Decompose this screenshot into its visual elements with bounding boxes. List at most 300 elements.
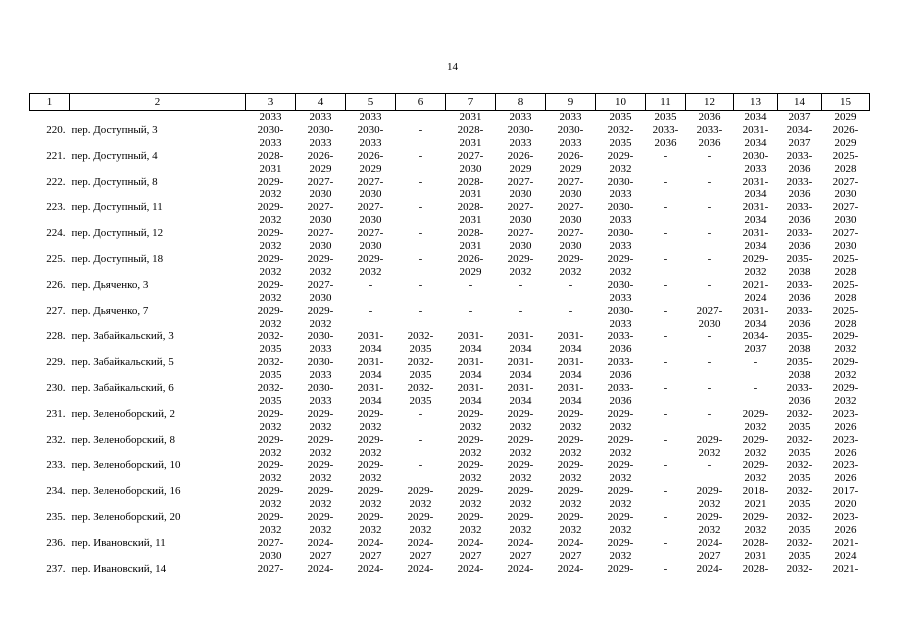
year-range-cell: 2032- 2035 xyxy=(407,356,434,382)
year-range-cell: 2032- xyxy=(786,562,813,575)
table-cell: 2033 xyxy=(559,111,582,123)
year-range-cell: 2031- 2034 xyxy=(507,356,534,382)
column-header: 15 xyxy=(822,94,870,111)
address-cell: пер. Зеленоборский, 2 xyxy=(71,407,176,420)
row-number: 232. xyxy=(46,433,66,446)
table-row xyxy=(30,459,870,485)
year-range-cell: 2026- 2029 xyxy=(357,149,384,175)
year-range-cell: 2027- 2030 xyxy=(457,149,484,175)
year-range-cell: 2029- 2032 xyxy=(696,433,723,459)
year-range-cell: 2026- 2029 xyxy=(457,252,484,278)
address-cell: пер. Забайкальский, 5 xyxy=(71,356,174,369)
year-range-cell: - xyxy=(707,201,712,214)
year-range-cell: - xyxy=(663,536,668,549)
year-range-cell: 2031- 2034 xyxy=(457,382,484,407)
year-range-cell: 2025- 2028 xyxy=(832,149,859,175)
table-row xyxy=(30,150,870,176)
year-range-cell: 2034- 2037 xyxy=(786,123,813,149)
year-range-cell: 2029- 2032 xyxy=(832,356,859,382)
year-range-cell: - xyxy=(418,252,423,265)
year-range-cell: 2029- 2032 xyxy=(557,433,584,459)
year-range-cell: 2029- 2032 xyxy=(357,252,384,278)
year-range-cell: 2027- 2030 xyxy=(257,536,284,562)
year-range-cell: - xyxy=(418,433,423,446)
year-range-cell: 2026- 2029 xyxy=(307,149,334,175)
year-range-cell: 2029- 2032 xyxy=(607,433,634,459)
year-range-cell: 2024- 2027 xyxy=(457,536,484,562)
address-cell: пер. Дьяченко, 3 xyxy=(71,278,149,291)
year-range-cell: 2033- 2036 xyxy=(607,330,634,356)
row-number: 237. xyxy=(46,562,66,575)
row-number: 234. xyxy=(46,485,66,498)
year-range-cell: 2027- 2030 xyxy=(357,175,384,201)
year-range-cell: - xyxy=(707,407,712,420)
row-number: 236. xyxy=(46,536,66,549)
year-range-cell: 2024- xyxy=(557,562,584,575)
year-range-cell: 2033- 2036 xyxy=(786,278,813,304)
table-row xyxy=(30,537,870,563)
year-range-cell: 2030- 2033 xyxy=(742,149,769,175)
address-cell: пер. Зеленоборский, 16 xyxy=(71,485,181,498)
year-range-cell: - xyxy=(707,356,712,369)
year-range-cell: 2025- 2028 xyxy=(832,304,859,330)
year-range-cell: - xyxy=(707,149,712,162)
address-cell: пер. Доступный, 4 xyxy=(71,149,158,162)
year-range-cell: 2023- 2026 xyxy=(832,459,859,485)
year-range-cell: 2032- 2035 xyxy=(407,382,434,407)
table-cell xyxy=(396,111,446,124)
table-cell: 2033 xyxy=(359,111,382,123)
table-row xyxy=(30,176,870,202)
row-number: 231. xyxy=(46,407,66,420)
year-range-cell: 2029- 2032 xyxy=(742,511,769,536)
address-cell: пер. Доступный, 8 xyxy=(71,175,158,188)
year-range-cell: 2024- xyxy=(507,562,534,575)
year-range-cell: 2032- 2035 xyxy=(607,123,634,149)
column-header: 13 xyxy=(734,94,778,111)
address-cell: пер. Ивановский, 11 xyxy=(71,536,166,549)
year-range-cell: - xyxy=(753,356,758,369)
year-range-cell: 2032- 2035 xyxy=(786,433,813,459)
year-range-cell: 2025- 2028 xyxy=(832,278,859,304)
year-range-cell: 2030- 2033 xyxy=(557,123,584,149)
year-range-cell: 2029- 2032 xyxy=(257,511,284,536)
column-header: 6 xyxy=(396,94,446,111)
year-range-cell: 2030- 2033 xyxy=(307,123,334,149)
column-header: 8 xyxy=(496,94,546,111)
table-cell: 2035 xyxy=(654,111,677,123)
table-row xyxy=(30,563,870,576)
year-range-cell: 2032- 2035 xyxy=(257,382,284,407)
year-range-cell: 2029- 2032 xyxy=(557,511,584,536)
year-range-cell: 2029- 2032 xyxy=(696,485,723,511)
year-range-cell: 2029- 2032 xyxy=(257,433,284,459)
table-row xyxy=(30,408,870,434)
year-range-cell: 2029- 2032 xyxy=(832,382,859,407)
address-cell: пер. Доступный, 18 xyxy=(71,252,164,265)
year-range-cell: 2029- 2032 xyxy=(607,252,634,278)
row-number: 229. xyxy=(46,356,66,369)
year-range-cell: 2031- 2034 xyxy=(557,356,584,382)
year-range-cell: 2029- 2032 xyxy=(742,459,769,485)
table-cell: 2037 xyxy=(788,111,811,123)
table-row xyxy=(30,201,870,227)
year-range-cell: 2021- xyxy=(832,562,859,575)
year-range-cell: 2029- 2032 xyxy=(257,201,284,227)
year-range-cell: 2030- 2033 xyxy=(307,382,334,407)
year-range-cell: 2029- 2032 xyxy=(507,511,534,536)
column-header: 4 xyxy=(296,94,346,111)
year-range-cell: - xyxy=(518,304,523,317)
table-cell xyxy=(30,111,70,124)
year-range-cell: 2027- 2030 xyxy=(832,227,859,253)
year-range-cell: - xyxy=(707,278,712,291)
table-row xyxy=(30,124,870,150)
year-range-cell: 2024- 2027 xyxy=(696,536,723,562)
year-range-cell: - xyxy=(418,149,423,162)
year-range-cell: - xyxy=(663,149,668,162)
year-range-cell: 2029- 2032 xyxy=(607,149,634,175)
year-range-cell: 2029- 2032 xyxy=(257,459,284,485)
column-header: 7 xyxy=(446,94,496,111)
table-row-continuation xyxy=(30,111,870,124)
table-row xyxy=(30,305,870,331)
table-cell: 2033 xyxy=(259,111,282,123)
year-range-cell: 2031- 2034 xyxy=(507,330,534,356)
table-row xyxy=(30,485,870,511)
year-range-cell: 2027- 2030 xyxy=(307,278,334,304)
year-range-cell: 2029- 2032 xyxy=(357,511,384,536)
year-range-cell: 2029- 2032 xyxy=(696,511,723,536)
year-range-cell: 2026- 2029 xyxy=(557,149,584,175)
year-range-cell: 2027- 2030 xyxy=(557,201,584,227)
year-range-cell: 2024- xyxy=(407,562,434,575)
year-range-cell: 2028- 2031 xyxy=(742,536,769,562)
year-range-cell: - xyxy=(418,459,423,472)
year-range-cell: - xyxy=(663,433,668,446)
address-cell: пер. Забайкальский, 6 xyxy=(71,382,174,395)
year-range-cell: 2031- 2034 xyxy=(507,382,534,407)
year-range-cell: - xyxy=(663,227,668,240)
row-number: 220. xyxy=(46,123,66,136)
year-range-cell: - xyxy=(418,407,423,420)
year-range-cell: 2024- xyxy=(307,562,334,575)
year-range-cell: 2024- xyxy=(457,562,484,575)
year-range-cell: 2027- 2030 xyxy=(557,227,584,253)
year-range-cell: 2032- 2035 xyxy=(786,511,813,536)
year-range-cell: 2029- 2032 xyxy=(307,459,334,485)
table-cell: 2033 xyxy=(309,111,332,123)
address-cell: пер. Дьяченко, 7 xyxy=(71,304,149,317)
address-cell: пер. Доступный, 12 xyxy=(71,227,164,240)
year-range-cell: 2033- 2036 xyxy=(607,356,634,382)
year-range-cell: 2029- 2032 xyxy=(457,433,484,459)
year-range-cell: 2033- 2036 xyxy=(786,304,813,330)
year-range-cell: - xyxy=(518,278,523,291)
year-range-cell: 2031- 2034 xyxy=(557,382,584,407)
year-range-cell: 2027- 2030 xyxy=(307,201,334,227)
table-cell: 2035 xyxy=(609,111,632,123)
year-range-cell: - xyxy=(663,459,668,472)
year-range-cell: 2021- 2024 xyxy=(742,278,769,304)
year-range-cell: 2029- 2032 xyxy=(307,304,334,330)
year-range-cell: 2029- 2032 xyxy=(742,252,769,278)
year-range-cell: 2029- 2032 xyxy=(307,433,334,459)
year-range-cell: 2029- 2032 xyxy=(607,407,634,433)
year-range-cell: 2032- 2035 xyxy=(257,330,284,356)
year-range-cell: 2029- 2032 xyxy=(832,330,859,356)
year-range-cell: 2035- 2038 xyxy=(786,330,813,356)
year-range-cell: 2033- 2036 xyxy=(786,227,813,253)
row-number: 224. xyxy=(46,227,66,240)
year-range-cell: 2030- 2033 xyxy=(307,356,334,382)
year-range-cell: 2029- 2032 xyxy=(357,433,384,459)
table-header-row xyxy=(30,94,870,111)
table-cell: 2029 xyxy=(834,111,857,123)
year-range-cell: 2032- 2035 xyxy=(407,330,434,356)
year-range-cell: - xyxy=(468,278,473,291)
row-number: 228. xyxy=(46,330,66,343)
year-range-cell: 2029- 2032 xyxy=(457,511,484,536)
table-row xyxy=(30,434,870,460)
year-range-cell: 2029- 2032 xyxy=(607,485,634,511)
year-range-cell: 2024- 2027 xyxy=(507,536,534,562)
column-header: 1 xyxy=(30,94,70,111)
year-range-cell: 2029- 2032 xyxy=(407,485,434,511)
year-range-cell: 2029- 2032 xyxy=(257,278,284,304)
year-range-cell: 2027- xyxy=(257,562,284,575)
column-header: 5 xyxy=(346,94,396,111)
table-cell: 2031 xyxy=(459,111,482,123)
year-range-cell: 2027- 2030 xyxy=(507,227,534,253)
schedule-table xyxy=(29,93,870,576)
year-range-cell: - xyxy=(663,304,668,317)
table-row xyxy=(30,279,870,305)
year-range-cell: 2029- 2032 xyxy=(407,511,434,536)
year-range-cell: 2028- 2031 xyxy=(457,175,484,201)
year-range-cell: 2033- 2036 xyxy=(786,149,813,175)
table-cell: 2034 xyxy=(744,111,767,123)
year-range-cell: 2033- 2036 xyxy=(696,123,723,149)
year-range-cell: - xyxy=(418,123,423,136)
year-range-cell: 2031- 2034 xyxy=(457,356,484,382)
table-row xyxy=(30,356,870,382)
table-row xyxy=(30,511,870,537)
year-range-cell: 2027- 2030 xyxy=(832,175,859,201)
row-number: 221. xyxy=(46,149,66,162)
year-range-cell: - xyxy=(418,304,423,317)
year-range-cell: - xyxy=(663,382,668,395)
year-range-cell: 2027- 2030 xyxy=(507,175,534,201)
year-range-cell: 2031- 2034 xyxy=(742,304,769,330)
column-header: 11 xyxy=(646,94,686,111)
year-range-cell: 2029- 2032 xyxy=(557,485,584,511)
year-range-cell: 2031- 2034 xyxy=(742,123,769,149)
year-range-cell: 2032- 2035 xyxy=(786,407,813,433)
year-range-cell: 2031- 2034 xyxy=(742,175,769,201)
year-range-cell: 2031- 2034 xyxy=(357,382,384,407)
year-range-cell: 2029- 2032 xyxy=(557,459,584,485)
year-range-cell: 2030- 2033 xyxy=(307,330,334,356)
year-range-cell: 2029- 2032 xyxy=(257,407,284,433)
column-header: 9 xyxy=(546,94,596,111)
year-range-cell: 2033- 2036 xyxy=(786,382,813,407)
row-number: 230. xyxy=(46,382,66,395)
year-range-cell: 2029- 2032 xyxy=(457,407,484,433)
year-range-cell: 2024- 2027 xyxy=(357,536,384,562)
year-range-cell: 2026- 2029 xyxy=(832,123,859,149)
year-range-cell: - xyxy=(707,330,712,343)
year-range-cell: 2023- 2026 xyxy=(832,407,859,433)
year-range-cell: - xyxy=(368,304,373,317)
year-range-cell: 2026- 2029 xyxy=(507,149,534,175)
year-range-cell: 2023- 2026 xyxy=(832,511,859,536)
year-range-cell: 2028- 2031 xyxy=(257,149,284,175)
address-cell: пер. Зеленоборский, 10 xyxy=(71,459,181,472)
year-range-cell: 2025- 2028 xyxy=(832,252,859,278)
year-range-cell: - xyxy=(707,382,712,395)
year-range-cell: 2029- 2032 xyxy=(257,175,284,201)
year-range-cell: 2027- 2030 xyxy=(307,227,334,253)
row-number: 227. xyxy=(46,304,66,317)
year-range-cell: - xyxy=(663,252,668,265)
year-range-cell: 2029- 2032 xyxy=(357,407,384,433)
year-range-cell: 2034- 2037 xyxy=(742,330,769,356)
address-cell: пер. Доступный, 3 xyxy=(71,123,158,136)
year-range-cell: 2030- 2033 xyxy=(357,123,384,149)
year-range-cell: 2029- xyxy=(607,562,634,575)
year-range-cell: 2029- 2032 xyxy=(507,433,534,459)
year-range-cell: 2030- 2033 xyxy=(607,278,634,304)
year-range-cell: 2027- 2030 xyxy=(357,201,384,227)
address-cell: пер. Зеленоборский, 8 xyxy=(71,433,176,446)
year-range-cell: 2032- 2035 xyxy=(257,356,284,382)
year-range-cell: 2029- 2032 xyxy=(742,407,769,433)
table-cell: 2033 xyxy=(509,111,532,123)
year-range-cell: 2031- 2034 xyxy=(557,330,584,356)
year-range-cell: - xyxy=(418,227,423,240)
year-range-cell: 2029- 2032 xyxy=(557,407,584,433)
year-range-cell: 2029- 2032 xyxy=(607,536,634,562)
year-range-cell: 2024- 2027 xyxy=(407,536,434,562)
year-range-cell: - xyxy=(663,356,668,369)
year-range-cell: 2029- 2032 xyxy=(607,459,634,485)
year-range-cell: 2029- 2032 xyxy=(457,459,484,485)
year-range-cell: 2017- 2020 xyxy=(832,485,859,511)
address-cell: пер. Ивановский, 14 xyxy=(71,562,167,575)
year-range-cell: - xyxy=(707,252,712,265)
year-range-cell: 2030- 2033 xyxy=(607,175,634,201)
address-cell: пер. Зеленоборский, 20 xyxy=(71,511,181,524)
year-range-cell: 2024- 2027 xyxy=(307,536,334,562)
year-range-cell: 2030- 2033 xyxy=(607,227,634,253)
year-range-cell: 2032- 2035 xyxy=(786,536,813,562)
year-range-cell: 2029- 2032 xyxy=(307,511,334,536)
year-range-cell: 2024- xyxy=(357,562,384,575)
year-range-cell: - xyxy=(663,511,668,524)
year-range-cell: 2035- 2038 xyxy=(786,252,813,278)
table-body xyxy=(30,111,870,576)
row-number: 222. xyxy=(46,175,66,188)
year-range-cell: 2027- 2030 xyxy=(307,175,334,201)
row-number: 235. xyxy=(46,511,66,524)
year-range-cell: 2033- 2036 xyxy=(607,382,634,407)
year-range-cell: 2029- 2032 xyxy=(257,252,284,278)
year-range-cell: - xyxy=(707,459,712,472)
year-range-cell: 2029- 2032 xyxy=(307,252,334,278)
year-range-cell: 2024- xyxy=(696,562,723,575)
year-range-cell: 2030- 2033 xyxy=(257,123,284,149)
row-number: 225. xyxy=(46,252,66,265)
row-number: 223. xyxy=(46,201,66,214)
table-row xyxy=(30,382,870,408)
year-range-cell: - xyxy=(663,175,668,188)
page-number: 14 xyxy=(447,61,458,73)
year-range-cell: 2027- 2030 xyxy=(507,201,534,227)
table-cell xyxy=(70,111,246,124)
year-range-cell: 2029- 2032 xyxy=(507,407,534,433)
year-range-cell: 2029- 2032 xyxy=(307,407,334,433)
year-range-cell: 2027- 2030 xyxy=(696,304,723,330)
year-range-cell: 2029- 2032 xyxy=(557,252,584,278)
year-range-cell: 2018- 2021 xyxy=(742,485,769,511)
year-range-cell: 2032- 2035 xyxy=(786,459,813,485)
row-number: 226. xyxy=(46,278,66,291)
year-range-cell: 2029- 2032 xyxy=(742,433,769,459)
year-range-cell: 2029- 2032 xyxy=(257,485,284,511)
column-header: 14 xyxy=(778,94,822,111)
year-range-cell: 2033- 2036 xyxy=(786,175,813,201)
year-range-cell: - xyxy=(663,407,668,420)
year-range-cell: 2029- 2032 xyxy=(307,485,334,511)
year-range-cell: 2032- 2035 xyxy=(786,485,813,511)
year-range-cell: 2027- 2030 xyxy=(832,201,859,227)
year-range-cell: 2029- 2032 xyxy=(507,459,534,485)
year-range-cell: 2029- 2032 xyxy=(507,485,534,511)
year-range-cell: 2031- 2034 xyxy=(457,330,484,356)
column-header: 3 xyxy=(246,94,296,111)
year-range-cell: - xyxy=(707,227,712,240)
table-cell: 2036 xyxy=(698,111,721,123)
year-range-cell: - xyxy=(707,175,712,188)
table-row xyxy=(30,227,870,253)
year-range-cell: 2029- 2032 xyxy=(507,252,534,278)
year-range-cell: 2033- 2036 xyxy=(652,123,679,149)
table-row xyxy=(30,253,870,279)
year-range-cell: 2029- 2032 xyxy=(257,304,284,330)
year-range-cell: - xyxy=(418,175,423,188)
year-range-cell: 2033- 2036 xyxy=(786,201,813,227)
year-range-cell: 2028- xyxy=(742,562,769,575)
table-row xyxy=(30,330,870,356)
year-range-cell: - xyxy=(753,382,758,395)
year-range-cell: 2030- 2033 xyxy=(507,123,534,149)
address-cell: пер. Доступный, 11 xyxy=(71,201,163,214)
year-range-cell: 2028- 2031 xyxy=(457,227,484,253)
year-range-cell: 2030- 2033 xyxy=(607,304,634,330)
year-range-cell: 2029- 2032 xyxy=(357,459,384,485)
year-range-cell: 2023- 2026 xyxy=(832,433,859,459)
year-range-cell: - xyxy=(468,304,473,317)
row-number: 233. xyxy=(46,459,66,472)
year-range-cell: - xyxy=(663,278,668,291)
year-range-cell: 2029- 2032 xyxy=(607,511,634,536)
year-range-cell: 2027- 2030 xyxy=(557,175,584,201)
year-range-cell: - xyxy=(568,278,573,291)
column-header: 12 xyxy=(686,94,734,111)
year-range-cell: 2031- 2034 xyxy=(357,330,384,356)
year-range-cell: 2030- 2033 xyxy=(607,201,634,227)
